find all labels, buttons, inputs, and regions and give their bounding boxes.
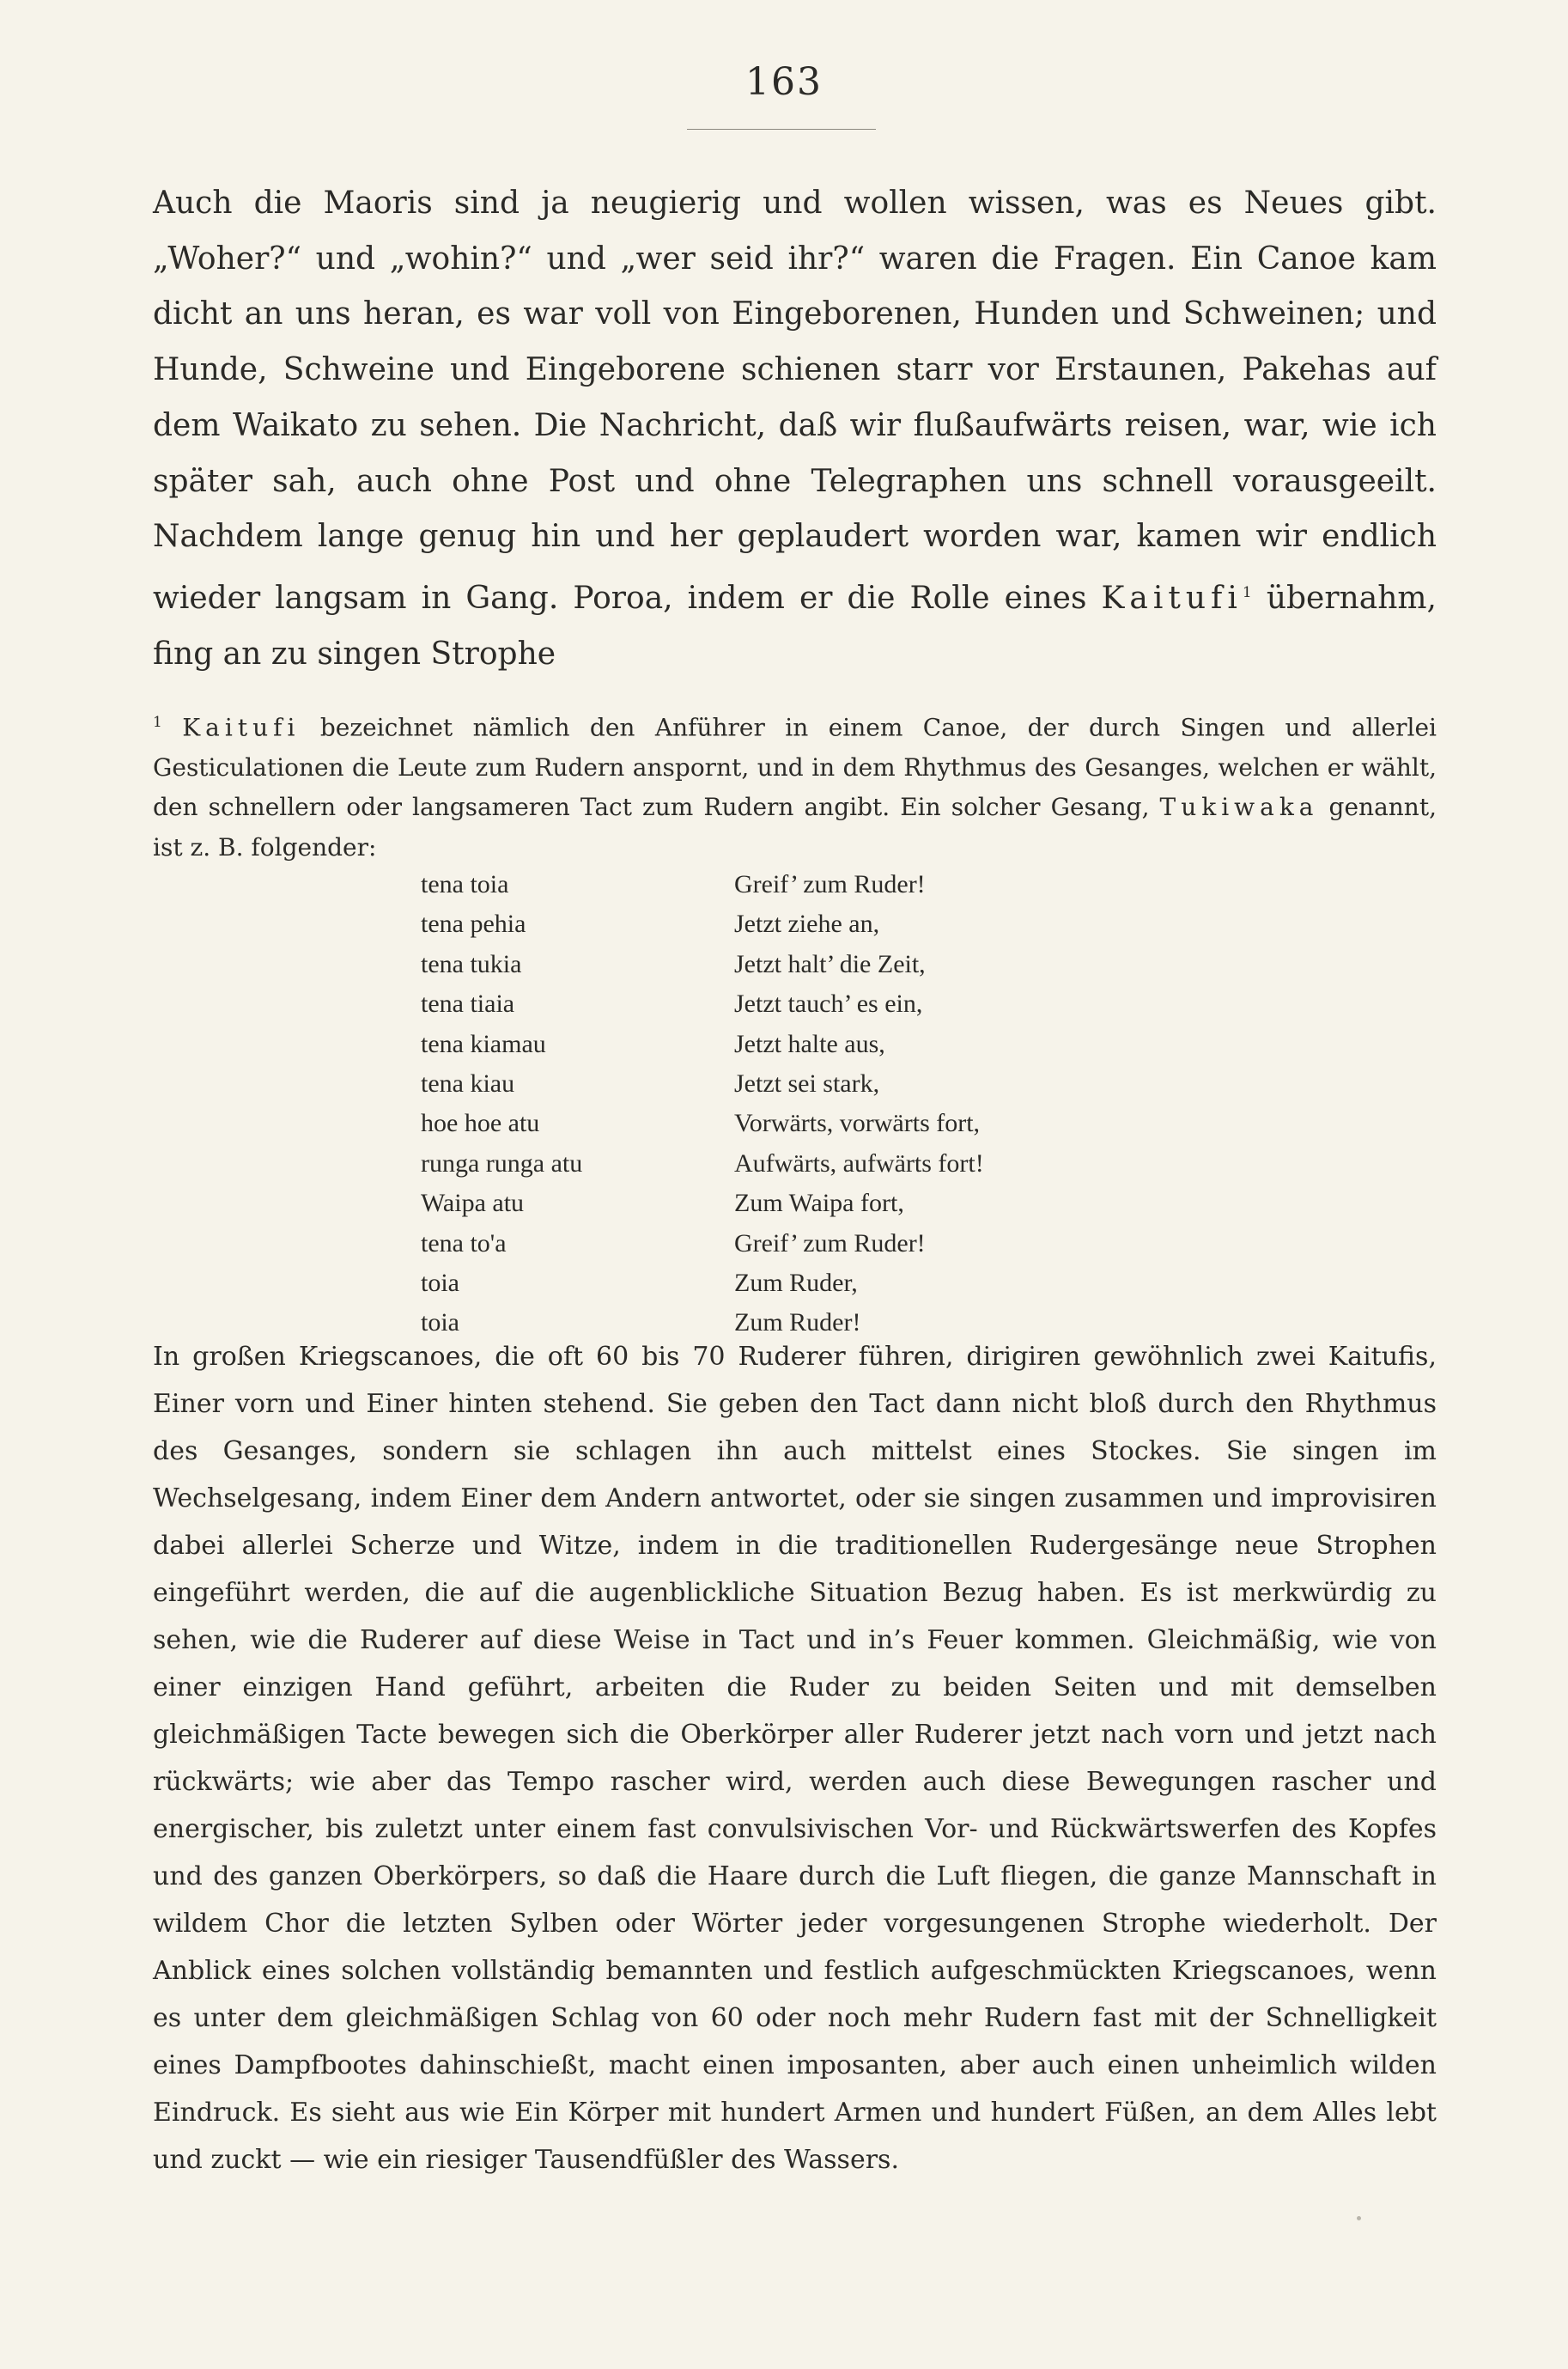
song-line xyxy=(421,1184,1279,1223)
song-german-text: Jetzt halte aus, xyxy=(734,1029,885,1058)
song-german-text: Greif’ zum Ruder! xyxy=(734,870,926,898)
song-german-text: Zum Ruder! xyxy=(734,1308,861,1337)
song-maori-text: runga runga atu xyxy=(421,1148,583,1178)
song-maori-text: tena kiamau xyxy=(421,1029,546,1058)
song-maori-text: tena tiaia xyxy=(421,990,515,1019)
kaitufi-term: Kaitufi xyxy=(1101,580,1243,616)
song-maori-text: tena to'a xyxy=(421,1228,507,1258)
paper-speck xyxy=(1357,2216,1361,2220)
song-maori-text: hoe hoe atu xyxy=(421,1109,540,1138)
song-maori-text: tena toia xyxy=(421,870,509,898)
song-maori-text: toia xyxy=(421,1308,459,1337)
song-maori-text: tena kiau xyxy=(421,1069,515,1098)
song-line xyxy=(421,1224,1279,1264)
song-maori-text: tena pehia xyxy=(421,910,526,939)
footnote-text-a: bezeichnet nämlich den Anführer in einem Canoe, der durch Singen und allerlei Gesticulationen die Leute zum Rudern anspornt, und in dem Rhythmus des Gesanges, welchen er wählt, den schnellern oder langsameren Tact zum Rudern angibt. Ein solcher Gesang, xyxy=(153,713,1437,822)
song-maori-text: toia xyxy=(421,1268,459,1297)
song-german-text: Zum Ruder, xyxy=(734,1268,858,1297)
song-line xyxy=(421,1264,1279,1303)
song-line xyxy=(421,1064,1279,1104)
song-german-text: Jetzt ziehe an, xyxy=(734,910,880,939)
song-german-text: Jetzt tauch’ es ein, xyxy=(734,990,923,1019)
footnote-reference: 1 xyxy=(1242,583,1252,601)
footnote xyxy=(153,703,1437,868)
song-line xyxy=(421,984,1279,1024)
header-rule xyxy=(687,129,876,130)
paragraph-1 xyxy=(153,176,1437,682)
song-line xyxy=(421,1104,1279,1143)
song-german-text: Aufwärts, aufwärts fort! xyxy=(734,1148,984,1178)
song-german-text: Zum Waipa fort, xyxy=(734,1189,904,1218)
paragraph-2: In großen Kriegscanoes, die oft 60 bis 70 Ruderer führen, dirigiren gewöhnlich zwei Kaitufis, Einer vorn und Einer hinten stehend. Sie geben den Tact dann nicht bloß durch den Rhythmus des Gesanges, sondern sie schlagen ihn auch mittelst eines Stockes. Sie singen im Wechselgesang, indem Einer dem Andern antwortet, oder sie singen zusammen und improvisiren dabei allerlei Scherze und Witze, indem in die traditionellen Rudergesänge neue Strophen eingeführt werden, die auf die augenblickliche Situation Bezug haben. Es ist merkwürdig zu sehen, wie die Ruderer auf diese Weise in Tact und in’s Feuer kommen. Gleichmäßig, wie von einer einzigen Hand geführt, arbeiten die Ruder zu beiden Seiten und mit demselben gleichmäßigen Tacte bewegen sich die Oberkörper aller Ruderer jetzt nach vorn und jetzt nach rückwärts; wie aber das Tempo rascher wird, werden auch diese Bewegungen rascher und energischer, bis zuletzt unter einem fast convulsivischen Vor- und Rückwärtswerfen des Kopfes und des ganzen Oberkörpers, so daß die Haare durch die Luft fliegen, die ganze Mannschaft in wildem Chor die letzten Sylben oder Wörter jeder vorgesungenen Strophe wiederholt. Der Anblick eines solchen vollständig bemannten und festlich aufgeschmückten Kriegscanoes, wenn es unter dem gleichmäßigen Schlag von 60 oder noch mehr Rudern fast mit der Schnelligkeit eines Dampfbootes dahinschießt, macht einen imposanten, aber auch einen unheimlich wilden Eindruck. Es sieht aus wie Ein Körper mit hundert Armen und hundert Füßen, an dem Alles lebt und zuckt — wie ein riesiger Tausendfüßler des Wassers. xyxy=(153,1342,1437,2175)
rowing-song xyxy=(421,865,1279,1343)
song-german-text: Greif’ zum Ruder! xyxy=(734,1228,926,1258)
footnote-mark: 1 xyxy=(153,714,162,731)
song-german-text: Jetzt halt’ die Zeit, xyxy=(734,949,926,978)
footnote-term: Kaitufi xyxy=(182,713,301,742)
page-number: 163 xyxy=(745,60,823,104)
paragraph-1-text: Auch die Maoris sind ja neugierig und wollen wissen, was es Neues gibt. „Woher?“ und „wohin?“ und „wer seid ihr?“ waren die Fragen. Ein Canoe kam dicht an uns heran, es war voll von Eingeborenen, Hunden und Schweinen; und Hunde, Schweine und Eingeborene schienen starr vor Erstaunen, Pakehas auf dem Waikato zu sehen. Die Nachricht, daß wir flußaufwärts reisen, war, wie ich später sah, auch ohne Post und ohne Telegraphen uns schnell vorausgeeilt. Nachdem lange genug hin und her geplaudert worden war, kamen wir endlich wieder langsam in Gang. Poroa, indem er die Rolle eines xyxy=(153,186,1437,616)
song-german-text: Jetzt sei stark, xyxy=(734,1069,880,1098)
song-line xyxy=(421,865,1279,904)
song-line xyxy=(421,904,1279,944)
song-maori-text: Waipa atu xyxy=(421,1189,525,1218)
song-line xyxy=(421,945,1279,984)
footnote-text-b: genannt, ist z. B. folgender: xyxy=(153,793,1437,862)
footnote-song-name: Tukiwaka xyxy=(1159,793,1319,822)
song-line xyxy=(421,1144,1279,1184)
song-maori-text: tena tukia xyxy=(421,949,522,978)
song-line xyxy=(421,1025,1279,1064)
song-german-text: Vorwärts, vorwärts fort, xyxy=(734,1109,981,1138)
paragraph-1-end: übernahm, fing an zu singen Strophe xyxy=(153,580,1437,672)
